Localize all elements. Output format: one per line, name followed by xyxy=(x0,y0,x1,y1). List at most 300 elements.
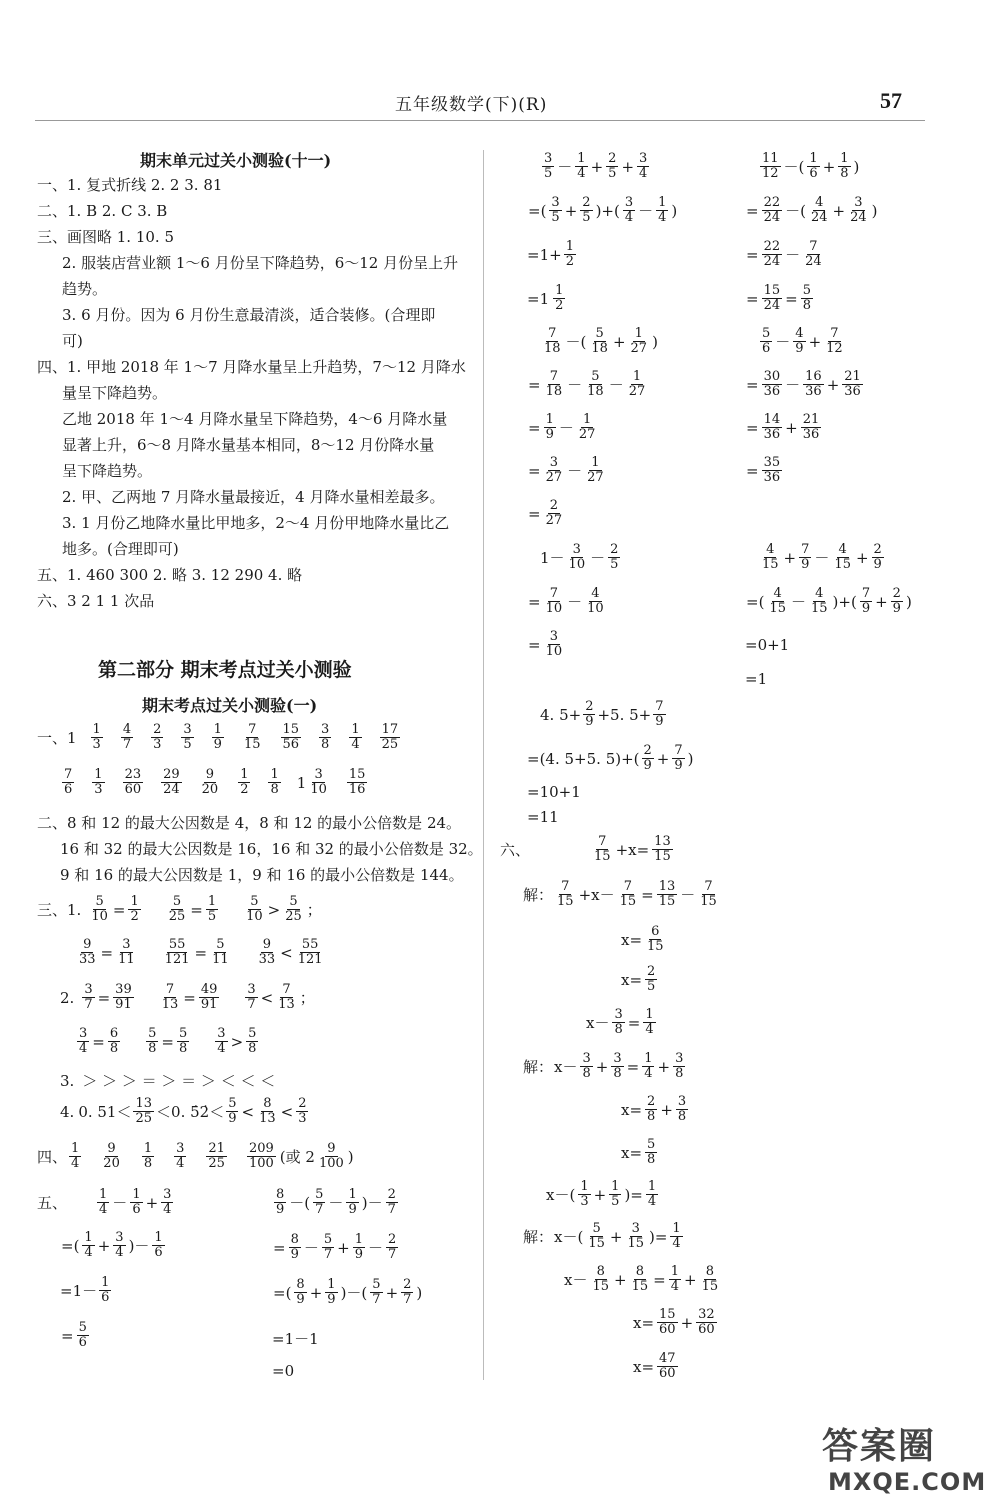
fraction: $\frac{1}{9}$ xyxy=(327,1277,336,1307)
math-expression xyxy=(620,1095,690,1124)
operator: + xyxy=(609,1227,623,1246)
q1-row1 xyxy=(37,723,402,752)
watermark-logo: 答案圈 xyxy=(822,1426,937,1467)
math-expression xyxy=(758,543,886,572)
answer-line: 乙地 2018 年 1～4 月降水量呈下降趋势，4～6 月降水量 xyxy=(62,410,448,428)
fraction: $\frac{47}{60}$ xyxy=(659,1351,676,1381)
operator: － xyxy=(328,1194,344,1212)
math-expression xyxy=(315,1142,348,1171)
fraction: $\frac{9}{100}$ xyxy=(318,1141,344,1171)
fraction: $\frac{5}{25}$ xyxy=(168,894,186,924)
operator: = xyxy=(528,635,541,654)
q5-a-line2 xyxy=(60,1231,167,1260)
eq-text: =10+1 xyxy=(527,783,581,801)
fraction: $\frac{8}{15}$ xyxy=(701,1264,719,1294)
fraction: $\frac{7}{13}$ xyxy=(278,982,295,1012)
fraction: $\frac{8}{15}$ xyxy=(592,1264,610,1294)
operator: = xyxy=(183,988,196,1007)
fraction: $\frac{3}{10}$ xyxy=(310,767,327,797)
fraction: $\frac{3}{10}$ xyxy=(545,629,563,659)
math-expression xyxy=(272,1188,400,1217)
fraction: $\frac{3}{4}$ xyxy=(163,1187,172,1217)
answer-line: 呈下降趋势。 xyxy=(62,462,153,480)
fraction: $\frac{3}{15}$ xyxy=(627,1221,644,1251)
q2-line: 9 和 16 的最大公因数是 1，9 和 16 的最小公倍数是 144。 xyxy=(60,866,464,884)
math-expression xyxy=(60,1231,167,1260)
answer-line: 3. 1 月份乙地降水量比甲地多，2～4 月份甲地降水量比乙 xyxy=(62,514,450,532)
fraction: $\frac{5}{8}$ xyxy=(179,1026,188,1056)
fraction: $\frac{21}{36}$ xyxy=(802,412,820,442)
fraction: $\frac{2}{5}$ xyxy=(582,195,591,225)
fraction: $\frac{4}{15}$ xyxy=(810,586,828,616)
operator: + xyxy=(684,1270,697,1289)
answer-line: 2. 甲、乙两地 7 月降水量最接近，4 月降水量相差最多。 xyxy=(62,488,445,506)
q5-b-line3 xyxy=(272,1278,423,1307)
fraction: $\frac{9}{33}$ xyxy=(258,937,276,967)
operator: x－( xyxy=(554,1228,584,1246)
math-expression xyxy=(745,413,823,442)
operator: － xyxy=(785,376,801,394)
fraction: $\frac{3}{8}$ xyxy=(613,1051,622,1081)
fraction: $\frac{9}{33}$ xyxy=(79,937,96,967)
math-expression xyxy=(562,240,578,269)
math-expression xyxy=(60,1321,91,1350)
math-expression xyxy=(540,152,651,181)
fraction: $\frac{3}{5}$ xyxy=(183,722,192,752)
fraction: $\frac{5}{9}$ xyxy=(228,1096,237,1126)
fraction: $\frac{7}{9}$ xyxy=(801,542,810,572)
r-a-line xyxy=(527,499,566,528)
fraction: $\frac{1}{6}$ xyxy=(101,1275,110,1305)
answer-line: 四、1. 甲地 2018 年 1～7 月降水量呈上升趋势，7～12 月降水 xyxy=(37,358,466,376)
operator: + xyxy=(656,749,670,768)
fraction: $\frac{1}{2}$ xyxy=(240,767,249,797)
fraction: $\frac{4}{24}$ xyxy=(810,195,828,225)
fraction: $\frac{3}{4}$ xyxy=(639,151,648,181)
fraction: $\frac{1}{9}$ xyxy=(354,1232,364,1262)
q6-line xyxy=(585,1008,658,1037)
answer-line: 趋势。 xyxy=(62,280,108,298)
operator: － xyxy=(590,549,606,567)
operator: + xyxy=(309,1283,323,1302)
fraction: $\frac{2}{7}$ xyxy=(403,1277,412,1307)
fraction: $\frac{7}{13}$ xyxy=(161,982,179,1012)
fraction: $\frac{49}{91}$ xyxy=(200,982,218,1012)
q3-1-row2 xyxy=(75,938,327,967)
fraction: $\frac{7}{10}$ xyxy=(545,586,563,616)
solve-label: 解： xyxy=(523,886,554,904)
operator: － xyxy=(567,462,583,480)
operator: － xyxy=(638,202,654,220)
fraction: $\frac{13}{15}$ xyxy=(654,834,671,864)
operator: = xyxy=(627,1013,641,1032)
operator: < xyxy=(280,943,293,962)
fraction: $\frac{8}{13}$ xyxy=(259,1096,276,1126)
fraction: $\frac{3}{11}$ xyxy=(118,937,135,967)
fraction: $\frac{2}{3}$ xyxy=(298,1096,307,1126)
operator: － xyxy=(680,886,696,904)
operator: －( xyxy=(785,202,806,220)
math-expression xyxy=(87,895,323,924)
fraction: $\frac{13}{25}$ xyxy=(135,1096,153,1126)
fraction: $\frac{1}{6}$ xyxy=(809,151,818,181)
math-expression xyxy=(745,587,913,616)
operator: + xyxy=(595,1057,609,1076)
fraction: $\frac{3}{27}$ xyxy=(545,455,563,485)
r-a-line xyxy=(540,327,659,356)
math-expression xyxy=(272,1233,400,1262)
fraction: $\frac{1}{4}$ xyxy=(99,1187,108,1217)
fraction: $\frac{21}{25}$ xyxy=(208,1141,225,1171)
fraction: $\frac{1}{4}$ xyxy=(647,1179,657,1209)
r-a-line xyxy=(527,284,567,313)
operator: = xyxy=(194,943,208,962)
fraction: $\frac{3}{4}$ xyxy=(176,1141,185,1171)
operator: ) xyxy=(905,592,912,611)
operator: + xyxy=(808,332,822,351)
operator: )－ xyxy=(128,1237,150,1255)
fraction: $\frac{29}{24}$ xyxy=(163,767,180,797)
fraction: $\frac{1}{4}$ xyxy=(577,151,586,181)
r-a-line xyxy=(527,744,695,773)
operator: < xyxy=(241,1102,255,1121)
fraction: $\frac{2}{9}$ xyxy=(892,586,901,616)
fraction: $\frac{2}{7}$ xyxy=(387,1187,396,1217)
eq-text: =(4. 5+5. 5)+( xyxy=(527,749,640,768)
answer-line: 三、画图略 1. 10. 5 xyxy=(37,228,175,246)
operator: )－( xyxy=(340,1284,368,1302)
operator: x－ xyxy=(554,1058,578,1076)
fraction: $\frac{5}{7}$ xyxy=(372,1277,381,1307)
operator: = xyxy=(653,1270,666,1289)
answer-line: 2. 服装店营业额 1～6 月份呈下降趋势，6～12 月份呈上升 xyxy=(62,254,459,272)
fraction: $\frac{8}{9}$ xyxy=(290,1232,299,1262)
page-number: 57 xyxy=(880,88,902,113)
operator: x= xyxy=(621,930,643,949)
operator: = xyxy=(61,1326,74,1345)
q3-label: 2. xyxy=(60,988,75,1007)
section-heading: 期末单元过关小测验(十一) xyxy=(140,151,332,170)
operator: + xyxy=(680,1313,694,1332)
q3-4-text: 0. 51＜ xyxy=(78,1103,132,1121)
fraction: $\frac{2}{5}$ xyxy=(610,542,619,572)
fraction: $\frac{21}{36}$ xyxy=(844,369,861,399)
math-expression xyxy=(272,1278,423,1307)
answer-line: 显著上升，6～8 月降水量基本相同，8～12 月份降水量 xyxy=(62,436,435,454)
operator: +x= xyxy=(615,840,650,859)
fraction: $\frac{2}{9}$ xyxy=(643,743,652,773)
operator: － xyxy=(558,419,574,437)
operator: ) xyxy=(687,749,694,768)
r-a-line xyxy=(527,413,599,442)
operator: = xyxy=(528,375,541,394)
operator: = xyxy=(746,418,759,437)
operator: = xyxy=(190,900,203,919)
math-expression xyxy=(553,1222,685,1251)
operator: =( xyxy=(61,1236,80,1255)
operator: － xyxy=(608,376,624,394)
r-b-line xyxy=(758,327,847,356)
fraction: $\frac{7}{9}$ xyxy=(861,586,871,616)
math-expression xyxy=(80,983,316,1012)
fraction: $\frac{2}{9}$ xyxy=(585,699,594,729)
math-expression xyxy=(224,1097,310,1126)
math-expression xyxy=(745,284,815,313)
fraction: $\frac{3}{4}$ xyxy=(115,1230,124,1260)
operator: = xyxy=(528,504,541,523)
math-expression xyxy=(620,1138,659,1167)
operator: －( xyxy=(565,333,587,351)
q1-label: 一、1 xyxy=(37,729,77,747)
fraction: $\frac{3}{5}$ xyxy=(544,151,553,181)
fraction: $\frac{1}{2}$ xyxy=(130,894,139,924)
fraction: $\frac{4}{7}$ xyxy=(122,722,132,752)
operator: + xyxy=(783,548,797,567)
r-a-line xyxy=(527,456,608,485)
fraction: $\frac{5}{7}$ xyxy=(323,1232,333,1262)
math-expression xyxy=(75,938,327,967)
fraction: $\frac{3}{4}$ xyxy=(79,1026,88,1056)
r-a-line xyxy=(540,700,668,729)
fraction: $\frac{3}{5}$ xyxy=(551,195,560,225)
operator: = xyxy=(746,289,759,308)
answer-line: 六、3 2 1 1 次品 xyxy=(37,592,155,610)
math-expression xyxy=(620,925,668,954)
math-expression xyxy=(527,499,566,528)
operator: + xyxy=(826,375,840,394)
eq-text: =0+1 xyxy=(745,636,790,654)
operator: x= xyxy=(621,1100,643,1119)
q5-b-line2 xyxy=(272,1233,400,1262)
math-expression xyxy=(758,327,847,356)
r-b-line xyxy=(745,284,815,313)
section-heading: 期末考点过关小测验(一) xyxy=(142,696,318,715)
math-expression xyxy=(540,327,659,356)
answer-line: 可) xyxy=(62,332,83,350)
operator: ) xyxy=(853,157,860,176)
math-expression xyxy=(581,700,597,729)
operator: + xyxy=(822,157,836,176)
operator: + xyxy=(621,157,635,176)
q3-4-text: ＜0. 5̇2̇＜ xyxy=(156,1103,225,1121)
eq-text: +5. 5+ xyxy=(597,705,652,724)
fraction: $\frac{5}{10}$ xyxy=(91,894,108,924)
fraction: $\frac{1}{8}$ xyxy=(143,1141,153,1171)
fraction: $\frac{32}{60}$ xyxy=(698,1307,715,1337)
q6-label: 六、 xyxy=(500,841,531,859)
fraction: $\frac{5}{6}$ xyxy=(762,326,771,356)
operator: x－( xyxy=(546,1186,576,1204)
r-a-line xyxy=(527,196,678,225)
answer-line: 量呈下降趋势。 xyxy=(62,384,168,402)
fraction: $\frac{13}{15}$ xyxy=(658,879,676,909)
fraction: $\frac{7}{9}$ xyxy=(674,743,683,773)
fraction: $\frac{5}{8}$ xyxy=(802,283,811,313)
fraction: $\frac{5}{25}$ xyxy=(285,894,302,924)
fraction: $\frac{4}{10}$ xyxy=(587,586,604,616)
column-divider xyxy=(483,150,484,1380)
math-expression xyxy=(551,284,567,313)
operator: + xyxy=(337,1238,350,1257)
operator: +x－ xyxy=(578,886,615,904)
math-expression xyxy=(527,630,566,659)
fraction: $\frac{2}{7}$ xyxy=(388,1232,397,1262)
operator: x= xyxy=(633,1357,655,1376)
eq-text: =1 xyxy=(527,289,550,308)
operator: － xyxy=(790,593,806,611)
operator: ； xyxy=(306,901,322,919)
operator: = xyxy=(641,885,654,904)
operator: )+( xyxy=(595,201,620,220)
fraction: $\frac{5}{10}$ xyxy=(246,894,263,924)
r-b-line xyxy=(745,413,823,442)
fraction: $\frac{7}{18}$ xyxy=(544,326,561,356)
math-expression xyxy=(745,240,826,269)
fraction: $\frac{35}{36}$ xyxy=(763,455,781,485)
eq-text: =1+ xyxy=(527,245,562,264)
fraction: $\frac{22}{24}$ xyxy=(763,195,781,225)
fraction: $\frac{7}{15}$ xyxy=(619,879,637,909)
answer-line: 二、1. B 2. C 3. B xyxy=(37,202,168,220)
fraction: $\frac{11}{12}$ xyxy=(762,151,779,181)
eq-text: =11 xyxy=(527,808,559,826)
fraction: $\frac{1}{5}$ xyxy=(207,894,217,924)
q6-line xyxy=(523,880,721,909)
fraction: $\frac{5}{7}$ xyxy=(315,1187,324,1217)
fraction: $\frac{7}{15}$ xyxy=(243,722,261,752)
r-a-line xyxy=(527,370,649,399)
operator: ) xyxy=(871,201,878,220)
q3-1-row1 xyxy=(37,895,323,924)
math-expression xyxy=(75,1027,260,1056)
fraction: $\frac{2}{27}$ xyxy=(545,498,563,528)
math-expression xyxy=(758,152,860,181)
operator: = xyxy=(626,1057,640,1076)
math-expression xyxy=(640,744,695,773)
operator: = xyxy=(112,900,126,919)
fraction: $\frac{1}{4}$ xyxy=(658,195,667,225)
math-expression xyxy=(95,1188,175,1217)
fraction: $\frac{1}{27}$ xyxy=(587,455,604,485)
fraction: $\frac{3}{8}$ xyxy=(675,1051,684,1081)
fraction: $\frac{1}{4}$ xyxy=(644,1051,653,1081)
fraction: $\frac{1}{9}$ xyxy=(545,412,554,442)
fraction: $\frac{1}{3}$ xyxy=(580,1179,589,1209)
operator: － xyxy=(567,593,583,611)
q3-4-row xyxy=(60,1097,310,1126)
fraction: $\frac{1}{6}$ xyxy=(132,1187,141,1217)
math-expression xyxy=(565,543,623,572)
math-expression xyxy=(632,1308,719,1337)
fraction: $\frac{5}{8}$ xyxy=(148,1026,157,1056)
operator: = xyxy=(528,592,541,611)
fraction: $\frac{1}{2}$ xyxy=(565,239,574,269)
fraction: $\frac{4}{15}$ xyxy=(769,586,786,616)
math-expression xyxy=(745,196,879,225)
fraction: $\frac{8}{15}$ xyxy=(631,1264,649,1294)
operator: = xyxy=(528,461,541,480)
q2-line: 16 和 32 的最大公因数是 16，16 和 32 的最小公倍数是 32。 xyxy=(60,840,483,858)
fraction: $\frac{3}{7}$ xyxy=(84,982,93,1012)
fraction: $\frac{6}{8}$ xyxy=(109,1026,119,1056)
eq-text: =0 xyxy=(272,1362,295,1380)
answer-line: 地多。(合理即可) xyxy=(62,540,179,558)
q6-line xyxy=(523,1052,687,1081)
fraction: $\frac{1}{3}$ xyxy=(92,722,101,752)
running-header-title: 五年级数学(下)(R) xyxy=(395,95,548,115)
operator: x－ xyxy=(564,1271,588,1289)
math-expression xyxy=(585,1008,658,1037)
fraction: $\frac{1}{27}$ xyxy=(630,326,648,356)
fraction: $\frac{5}{18}$ xyxy=(591,326,608,356)
operator: + xyxy=(612,332,626,351)
q6-line xyxy=(620,965,659,994)
operator: － xyxy=(567,376,583,394)
operator: － xyxy=(775,333,791,351)
q6-line xyxy=(523,1222,685,1251)
fraction: $\frac{3}{8}$ xyxy=(614,1007,623,1037)
fraction: $\frac{7}{6}$ xyxy=(64,767,73,797)
q6-line xyxy=(620,1095,690,1124)
fraction: $\frac{3}{4}$ xyxy=(217,1026,226,1056)
answer-line: 3. 6 月份。因为 6 月份生意最清淡，适合装修。(合理即 xyxy=(62,306,436,324)
solve-label: 解： xyxy=(523,1058,554,1076)
q5-b-line1 xyxy=(272,1188,400,1217)
operator: + xyxy=(660,1100,673,1119)
q3-2-row1 xyxy=(60,983,316,1012)
fraction: $\frac{1}{4}$ xyxy=(351,722,360,752)
operator: =( xyxy=(528,201,547,220)
r-a-line xyxy=(527,630,566,659)
eq-text: =1－1 xyxy=(272,1330,319,1348)
eq-text: 1－ xyxy=(540,549,565,567)
q4-alt-text: (或 2 xyxy=(279,1148,315,1166)
fraction: $\frac{39}{91}$ xyxy=(115,982,132,1012)
operator: < xyxy=(280,1102,294,1121)
operator: ； xyxy=(299,989,315,1007)
fraction: $\frac{1}{8}$ xyxy=(270,767,279,797)
fraction: $\frac{1}{2}$ xyxy=(555,283,564,313)
q6-line xyxy=(545,1180,660,1209)
fraction: $\frac{4}{15}$ xyxy=(834,542,851,572)
fraction: $\frac{15}{16}$ xyxy=(348,767,366,797)
math-expression xyxy=(632,1352,680,1381)
operator: )+( xyxy=(832,592,857,611)
fraction: $\frac{3}{8}$ xyxy=(582,1051,591,1081)
fraction: $\frac{3}{8}$ xyxy=(677,1094,687,1124)
math-expression xyxy=(527,413,599,442)
operator: )= xyxy=(649,1227,668,1246)
operator: + xyxy=(832,201,846,220)
operator: x= xyxy=(633,1313,655,1332)
fraction: $\frac{1}{6}$ xyxy=(154,1230,163,1260)
q3-label: 三、1. xyxy=(37,901,82,919)
r-a-line xyxy=(540,152,651,181)
operator: + xyxy=(145,1193,159,1212)
fraction: $\frac{3}{10}$ xyxy=(568,542,586,572)
operator: － xyxy=(303,1239,319,1257)
fraction: $\frac{7}{15}$ xyxy=(594,834,611,864)
r-a-line xyxy=(527,240,578,269)
operator: =( xyxy=(273,1283,292,1302)
operator: = xyxy=(746,461,759,480)
operator: = xyxy=(746,201,759,220)
math-expression xyxy=(527,196,678,225)
operator: + xyxy=(875,592,888,611)
fraction: $\frac{5}{15}$ xyxy=(588,1221,605,1251)
operator: － xyxy=(368,1239,384,1257)
operator: － xyxy=(814,549,830,567)
